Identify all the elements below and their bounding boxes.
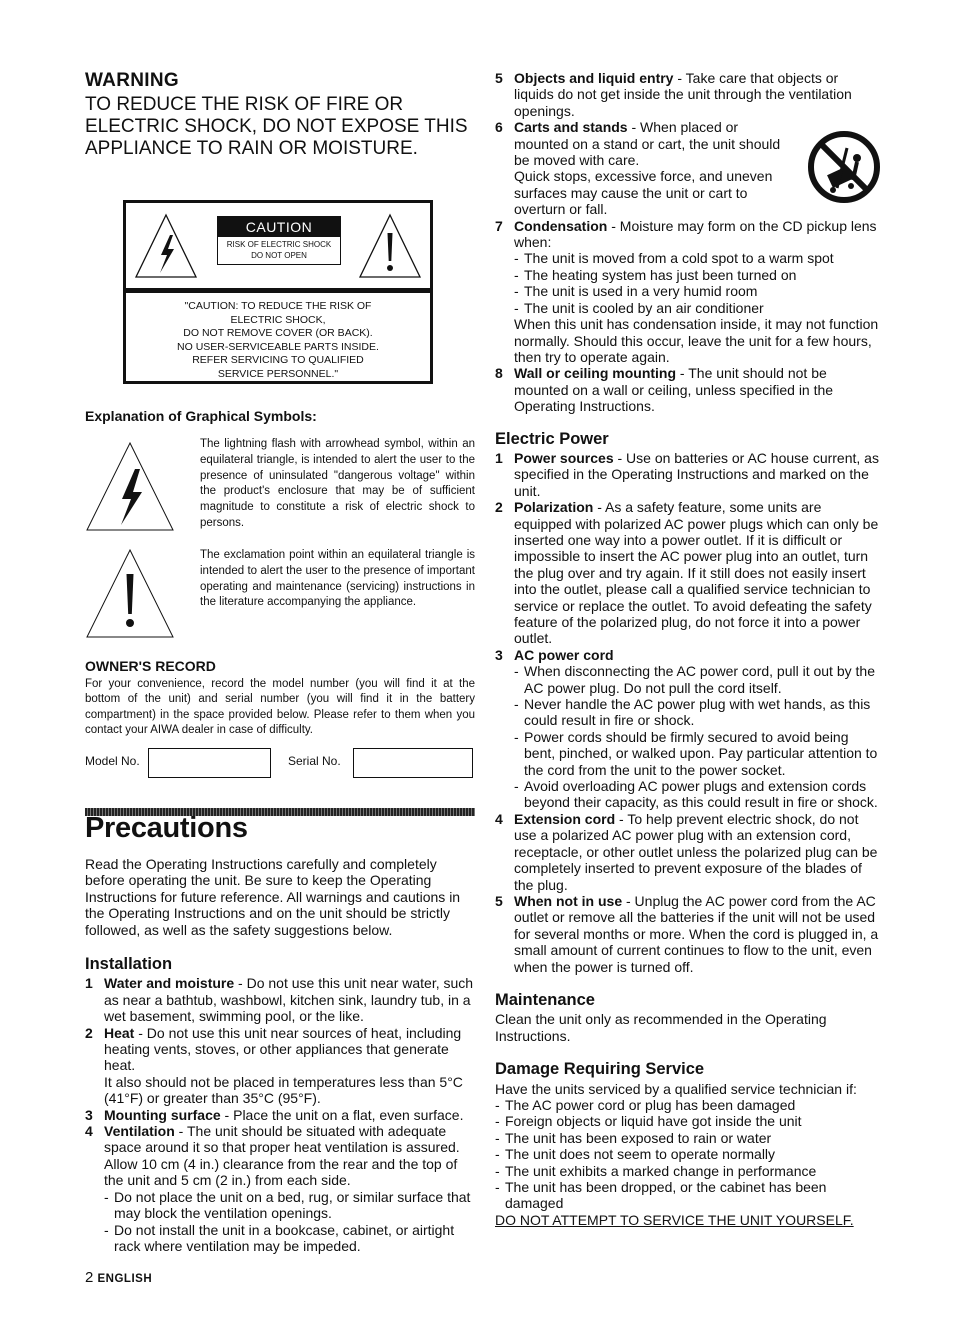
item-number: 2 [85, 1024, 93, 1041]
dash-item: - Power cords should be firmly secured to avoid being bent, pinched, or walked upon. Pay particular attention to the cord from the unit to the power socket. [514, 729, 880, 778]
model-number-label: Model No. [85, 754, 140, 768]
dash-item: - The unit is moved from a cold spot to a warm spot [514, 250, 880, 266]
item-number: 8 [495, 365, 503, 382]
list-item [85, 1025, 475, 1107]
list-item [495, 218, 880, 366]
warning-title: WARNING [85, 70, 179, 91]
item-text: - Do not use this unit near sources of heat, including heating vents, stoves, or other appliances that generate heat. [104, 1024, 462, 1074]
item-term: Ventilation [104, 1123, 175, 1140]
lightning-triangle-icon [85, 441, 175, 533]
exclamation-symbol-row [85, 548, 475, 648]
exclamation-explanation: The exclamation point within an equilateral triangle is intended to alert the user to the presence of important operating and maintenance (servicing) instructions in the literature accompanying the appliance. [200, 549, 475, 609]
lightning-triangle-icon [134, 213, 198, 279]
dash-item: - The unit has been exposed to rain or water [495, 1130, 880, 1146]
precautions-title: Precautions [85, 812, 248, 844]
list-item [85, 1107, 475, 1123]
caution-box [123, 200, 433, 384]
no-cart-tipping-icon [807, 128, 881, 206]
item-term: Objects and liquid entry [514, 70, 674, 86]
list-item [495, 647, 880, 811]
caution-line: REFER SERVICING TO QUALIFIED [192, 354, 364, 366]
condensation-dash-list [514, 250, 880, 316]
caution-line: DO NOT REMOVE COVER (OR BACK). [183, 327, 373, 339]
dash-item: - The unit does not seem to operate normally [495, 1146, 880, 1162]
electric-power-section [495, 431, 880, 975]
caution-label-box [217, 216, 341, 265]
electric-power-title: Electric Power [495, 429, 609, 448]
item-number: 7 [495, 217, 503, 234]
lightning-explanation: The lightning flash with arrowhead symbol, within an equilateral triangle, is intended to alert the user to the presence of uninsulated "dangerous voltage" within the product's enclosure that may be of sufficient magnitude to constitute a risk of electric shock to persons. [200, 438, 475, 529]
ventilation-dash-list [104, 1189, 475, 1255]
power-cord-dash-list [514, 663, 880, 811]
installation-list [85, 975, 475, 1254]
item-number: 5 [495, 892, 503, 909]
item-extra-text: Quick stops, excessive force, and uneven surfaces may cause the unit or cart to overturn or fall. [514, 168, 773, 218]
list-item [495, 499, 880, 647]
installation-section [85, 956, 475, 1254]
item-extra-text: When this unit has condensation inside, it may not function normally. Should this occur, leave the unit for a few hours, then try to operate again. [514, 316, 879, 365]
installation-list-continued [495, 70, 880, 415]
dash-item: - The AC power cord or plug has been damaged [495, 1097, 880, 1113]
item-text: - To help prevent electric shock, do not use a polarized AC power plug with an extension cord, receptacle, or other outlet unless the polarized plug can be completely inserted to prevent exposure of the blades of the plug. [514, 810, 878, 893]
dash-item: - The unit has been dropped, or the cabinet has been damaged [495, 1179, 880, 1212]
list-item [85, 1123, 475, 1254]
do-not-service-notice: DO NOT ATTEMPT TO SERVICE THE UNIT YOURSELF. [495, 1211, 854, 1228]
maintenance-title: Maintenance [495, 990, 595, 1009]
damage-dash-list [495, 1097, 880, 1212]
item-number: 2 [495, 499, 503, 516]
item-text: - As a safety feature, some units are equipped with polarized AC power plugs which can only be inserted one way into a power outlet. If it is difficult or impossible to insert the AC power plug into an outlet, turn the plug over and try again. If it still does not easily insert into the outlet, please call a qualified service technician to service or replace the outlet. To avoid defeating the safety feature of the polarized plug, do not force it into a power outlet. [514, 499, 879, 647]
item-text: - Do not use this unit near water, such as near a bathtub, washbowl, kitchen sink, laundry tub, in a wet basement, swimming pool, or the like. [104, 975, 474, 1025]
item-text: - Place the unit on a flat, even surface. [220, 1106, 464, 1123]
dash-item: - Never handle the AC power plug with wet hands, as this could result in fire or shock. [514, 696, 880, 729]
precautions-intro: Read the Operating Instructions carefully and completely before operating the unit. Be sure to keep the Operating Instructions for future reference. All warnings and cautions in the Operating Instructions and on the unit should be strictly followed, as well as the safety suggestions below. [85, 856, 461, 938]
item-term: Power sources [514, 449, 614, 466]
page-number: 2 [85, 1269, 94, 1286]
caution-line: "CAUTION: TO REDUCE THE RISK OF [184, 300, 372, 312]
caution-line: SERVICE PERSONNEL." [217, 367, 339, 380]
item-number: 5 [495, 70, 503, 86]
damage-title: Damage Requiring Service [495, 1060, 705, 1079]
item-text: - Use on batteries or AC house current, as specified in the Operating Instructions and marked on the unit. [514, 449, 879, 499]
owner-record-fields [85, 748, 475, 778]
item-text: - Moisture may form on the CD pickup lens when: [514, 217, 877, 251]
item-number: 3 [495, 646, 503, 663]
item-term: Condensation [514, 217, 608, 234]
lightning-symbol-row [85, 437, 475, 537]
caution-sub-line-2: DO NOT OPEN [251, 251, 307, 260]
language-label: ENGLISH [97, 1273, 153, 1285]
dash-item: - The heating system has just been turned on [514, 267, 880, 283]
item-text: - Unplug the AC power cord from the AC outlet or remove all the batteries if the unit will not be used for several months or more. When the cord is plugged in, a small amount of current continues to flow to the unit, even when the power is turned off. [514, 892, 879, 975]
right-column [495, 70, 880, 1228]
list-item [495, 893, 880, 975]
caution-label: CAUTION [218, 217, 340, 237]
item-text: - The unit should be situated with adequate space around it so that proper heat ventilation is assured. Allow 10 cm (4 in.) clearance from the rear and the top of the unit and 5 cm (2 in.) from each side. [104, 1123, 460, 1189]
exclamation-triangle-icon [85, 548, 175, 640]
item-term: Polarization [514, 499, 594, 516]
serial-number-label: Serial No. [288, 754, 341, 768]
caution-header [126, 203, 430, 293]
item-term: AC power cord [514, 646, 614, 663]
item-number: 1 [85, 975, 93, 992]
damage-section [495, 1061, 880, 1228]
item-text: - The unit should not be mounted on a wall or ceiling, unless specified in the Operating Instructions. [514, 365, 834, 415]
dash-item: - Foreign objects or liquid have got inside the unit [495, 1113, 880, 1129]
dash-item: - The unit is cooled by an air conditioner [514, 300, 880, 316]
installation-title: Installation [85, 955, 173, 973]
caution-subtext [218, 237, 340, 264]
item-term: When not in use [514, 892, 623, 909]
list-item [495, 365, 880, 414]
dash-item: - Do not place the unit on a bed, rug, or similar surface that may block the ventilation openings. [104, 1189, 475, 1222]
list-item [495, 811, 880, 893]
electric-power-list [495, 450, 880, 975]
maintenance-section [495, 992, 880, 1044]
item-term: Heat [104, 1024, 135, 1041]
warning-text: TO REDUCE THE RISK OF FIRE OR ELECTRIC SHOCK, DO NOT EXPOSE THIS APPLIANCE TO RAIN OR MOISTURE. [85, 94, 468, 159]
item-term: Mounting surface [104, 1106, 221, 1123]
page-footer [85, 1269, 152, 1286]
item-text: - When placed or mounted on a stand or cart, the unit should be moved with care. [514, 119, 781, 169]
owner-record-text: For your convenience, record the model number (you will find it at the bottom of the unit) and serial number (you will find it in the battery compartment) in the space provided below. Please refer to them when you contact your AIWA dealer in case of difficulty. [85, 678, 475, 736]
dash-item: - The unit exhibits a marked change in performance [495, 1163, 880, 1179]
item-text: - Take care that objects or liquids do not get inside the unit through the ventilation openings. [514, 70, 852, 119]
dash-item: - The unit is used in a very humid room [514, 283, 880, 299]
list-item [495, 450, 880, 499]
model-number-field[interactable] [148, 748, 271, 778]
caution-line: NO USER-SERVICEABLE PARTS INSIDE. [177, 340, 379, 353]
list-item [495, 70, 880, 119]
list-item [85, 975, 475, 1024]
caution-body [126, 293, 430, 381]
symbols-title: Explanation of Graphical Symbols: [85, 408, 317, 424]
item-extra-text: It also should not be placed in temperatures less than 5°C (41°F) or greater than 35°C (95°F). [104, 1073, 463, 1107]
dash-item: - Avoid overloading AC power plugs and extension cords beyond their capacity, as this could result in fire or shock. [514, 778, 880, 811]
item-term: Carts and stands [514, 119, 628, 136]
owner-record-title: OWNER'S RECORD [85, 658, 216, 674]
item-term: Extension cord [514, 810, 616, 827]
item-number: 1 [495, 449, 503, 466]
item-term: Wall or ceiling mounting [514, 365, 677, 382]
dash-item: - When disconnecting the AC power cord, pull it out by the AC power plug. Do not pull the cord itself. [514, 663, 880, 696]
item-number: 3 [85, 1106, 93, 1123]
item-number: 4 [495, 810, 503, 827]
serial-number-field[interactable] [353, 748, 473, 778]
item-number: 4 [85, 1123, 93, 1140]
left-column [85, 70, 475, 1254]
caution-line: ELECTRIC SHOCK, [230, 313, 326, 326]
maintenance-text: Clean the unit only as recommended in the Operating Instructions. [495, 1011, 827, 1044]
item-number: 6 [495, 119, 503, 136]
exclamation-triangle-icon [358, 213, 422, 279]
damage-intro: Have the units serviced by a qualified service technician if: [495, 1080, 857, 1097]
dash-item: - Do not install the unit in a bookcase, cabinet, or airtight rack where ventilation may be impeded. [104, 1222, 475, 1255]
caution-sub-line-1: RISK OF ELECTRIC SHOCK [226, 240, 332, 249]
item-term: Water and moisture [104, 975, 235, 992]
